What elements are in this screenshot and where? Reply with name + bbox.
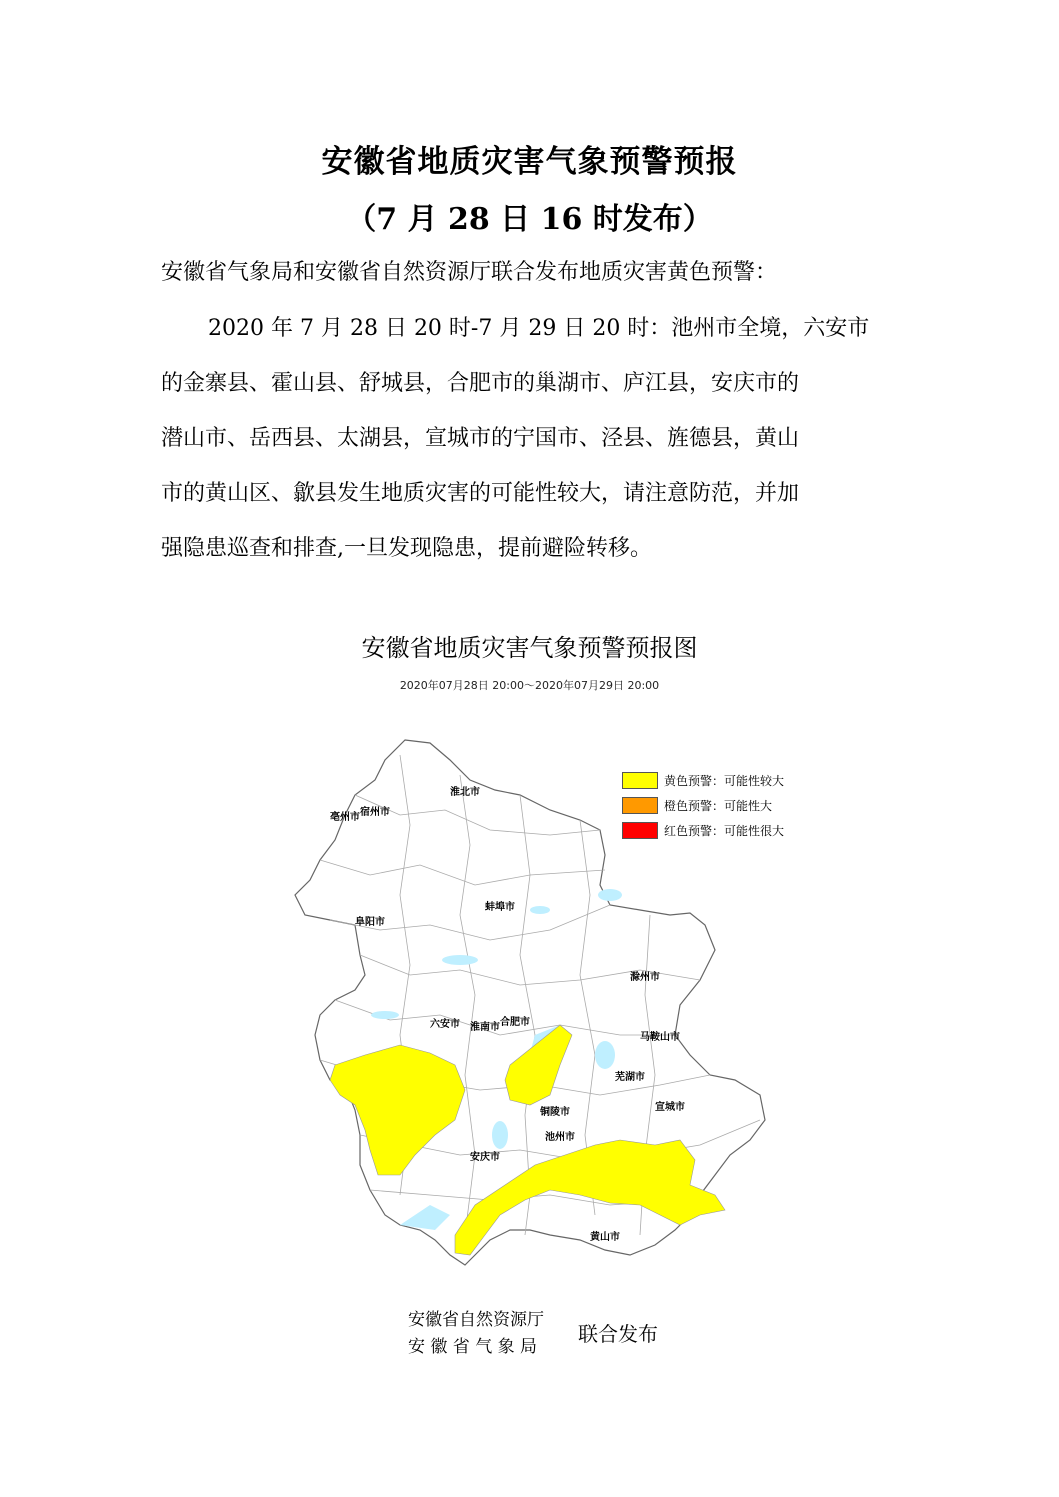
city-label: 淮南市 xyxy=(470,1022,500,1033)
legend-red-label: 红色预警：可能性很大 xyxy=(664,824,785,838)
city-label: 池州市 xyxy=(545,1132,575,1143)
city-label: 亳州市 xyxy=(330,812,360,823)
body-line-4: 市的黄山区、歙县发生地质灾害的可能性较大，请注意防范，并加 xyxy=(161,481,800,506)
city-label: 宣城市 xyxy=(655,1102,685,1113)
city-label: 滁州市 xyxy=(630,972,660,983)
legend-yellow-label: 黄色预警：可能性较大 xyxy=(664,774,785,788)
city-label: 六安市 xyxy=(430,1019,460,1030)
issuer-2: 安 徽 省 气 象 局 xyxy=(408,1337,538,1357)
city-label: 铜陵市 xyxy=(540,1107,570,1118)
legend-yellow-swatch xyxy=(622,772,658,789)
page-title: 安徽省地质灾害气象预警预报 xyxy=(321,144,738,180)
body-line-1: 2020 年 7 月 28 日 20 时-7 月 29 日 20 时：池州市全境，六安市 xyxy=(208,316,870,341)
legend-orange-swatch xyxy=(622,797,658,814)
body-line-3: 潜山市、岳西县、太湖县，宣城市的宁国市、泾县、旌德县，黄山 xyxy=(161,426,800,451)
city-label: 合肥市 xyxy=(500,1017,530,1028)
body-line-5: 强隐患巡查和排查,一旦发现隐患，提前避险转移。 xyxy=(161,536,652,561)
joint-release: 联合发布 xyxy=(578,1322,658,1346)
city-label: 阜阳市 xyxy=(355,917,385,928)
legend-orange-label: 橙色预警：可能性大 xyxy=(664,799,773,813)
legend-red xyxy=(622,822,784,839)
city-label: 芜湖市 xyxy=(615,1072,645,1083)
city-label: 马鞍山市 xyxy=(640,1032,680,1043)
city-label: 安庆市 xyxy=(470,1152,500,1163)
city-label: 淮北市 xyxy=(450,787,480,798)
map-period: 2020年07月28日 20:00～2020年07月29日 20:00 xyxy=(399,679,660,692)
city-label: 蚌埠市 xyxy=(485,902,515,913)
warning-map xyxy=(260,735,800,1275)
intro-paragraph: 安徽省气象局和安徽省自然资源厅联合发布地质灾害黄色预警： xyxy=(161,260,778,285)
page-subtitle: （7 月 28 日 16 时发布） xyxy=(346,202,713,237)
issuer-1: 安徽省自然资源厅 xyxy=(408,1310,544,1330)
body-line-2: 的金寨县、霍山县、舒城县，合肥市的巢湖市、庐江县，安庆市的 xyxy=(161,371,800,396)
city-label: 宿州市 xyxy=(360,807,390,818)
legend-yellow xyxy=(622,772,784,789)
legend-orange xyxy=(622,797,772,814)
legend-red-swatch xyxy=(622,822,658,839)
map-title: 安徽省地质灾害气象预警预报图 xyxy=(361,634,698,662)
city-label: 黄山市 xyxy=(590,1232,620,1243)
